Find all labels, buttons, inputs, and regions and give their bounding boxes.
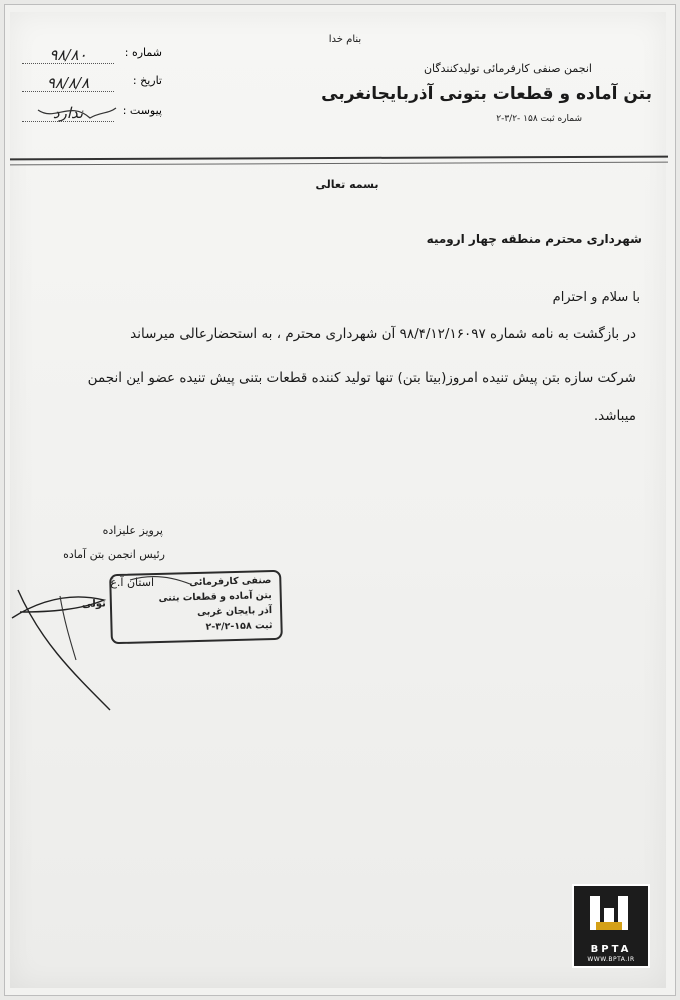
registration-number: شماره ثبت ۱۵۸ -۳/۲-۲ (496, 114, 582, 124)
meta-date-value: ۹۸/۸/۸ (22, 74, 114, 92)
logo-brand: BPTA (590, 944, 632, 955)
meta-date-label: تاریخ : (132, 74, 162, 87)
body-line: میباشد. (593, 408, 636, 424)
signatory-name: پرویز علیزاده (102, 524, 163, 537)
signatory-extra: استان آ.غ (110, 576, 154, 589)
union-subtitle: انجمن صنفی کارفرمائی تولیدکنندگان (423, 62, 592, 75)
body-line: در بازگشت به نامه شماره ۹۸/۴/۱۲/۱۶۰۹۷ آن شهرداری محترم ، به استحضارعالی میرساند (130, 326, 636, 342)
meta-attachment-label: پیوست : (122, 104, 162, 117)
signatory-title: رئیس انجمن بتن آماده (63, 548, 165, 561)
stamp-line: بتن آماده و قطعات بتنی (158, 590, 272, 604)
stamp-line: آذر بایجان غربی (196, 605, 273, 618)
stamp-side-text: تولی (81, 598, 106, 610)
bpta-logo (572, 884, 650, 968)
stamp-line: صنفی کارفرمائی (189, 575, 272, 589)
meta-attachment-value: ندارد (22, 104, 114, 122)
addressee: شهرداری محترم منطقه چهار ارومیه (426, 232, 642, 246)
stamp-line: ثبت ۱۵۸-۳/۲-۲ (205, 620, 273, 633)
meta-number-value: ۹۸/۸۰ (22, 46, 114, 64)
bismillah: بنام خدا (328, 34, 362, 45)
meta-number-label: شماره : (124, 46, 162, 59)
logo-mark-icon (574, 886, 648, 942)
letter-title: بسمه تعالی (315, 178, 379, 191)
logo-site: WWW.BPTA.IR (587, 956, 635, 963)
body-line: شرکت سازه بتن پیش تنیده امروز(بیتا بتن) تنها تولید کننده قطعات بتنی پیش تنیده عضو این انجمن (87, 370, 636, 386)
association-name: بتن آماده و قطعات بتونی آذربایجانغربی (321, 84, 652, 104)
greeting: با سلام و احترام (552, 290, 640, 305)
